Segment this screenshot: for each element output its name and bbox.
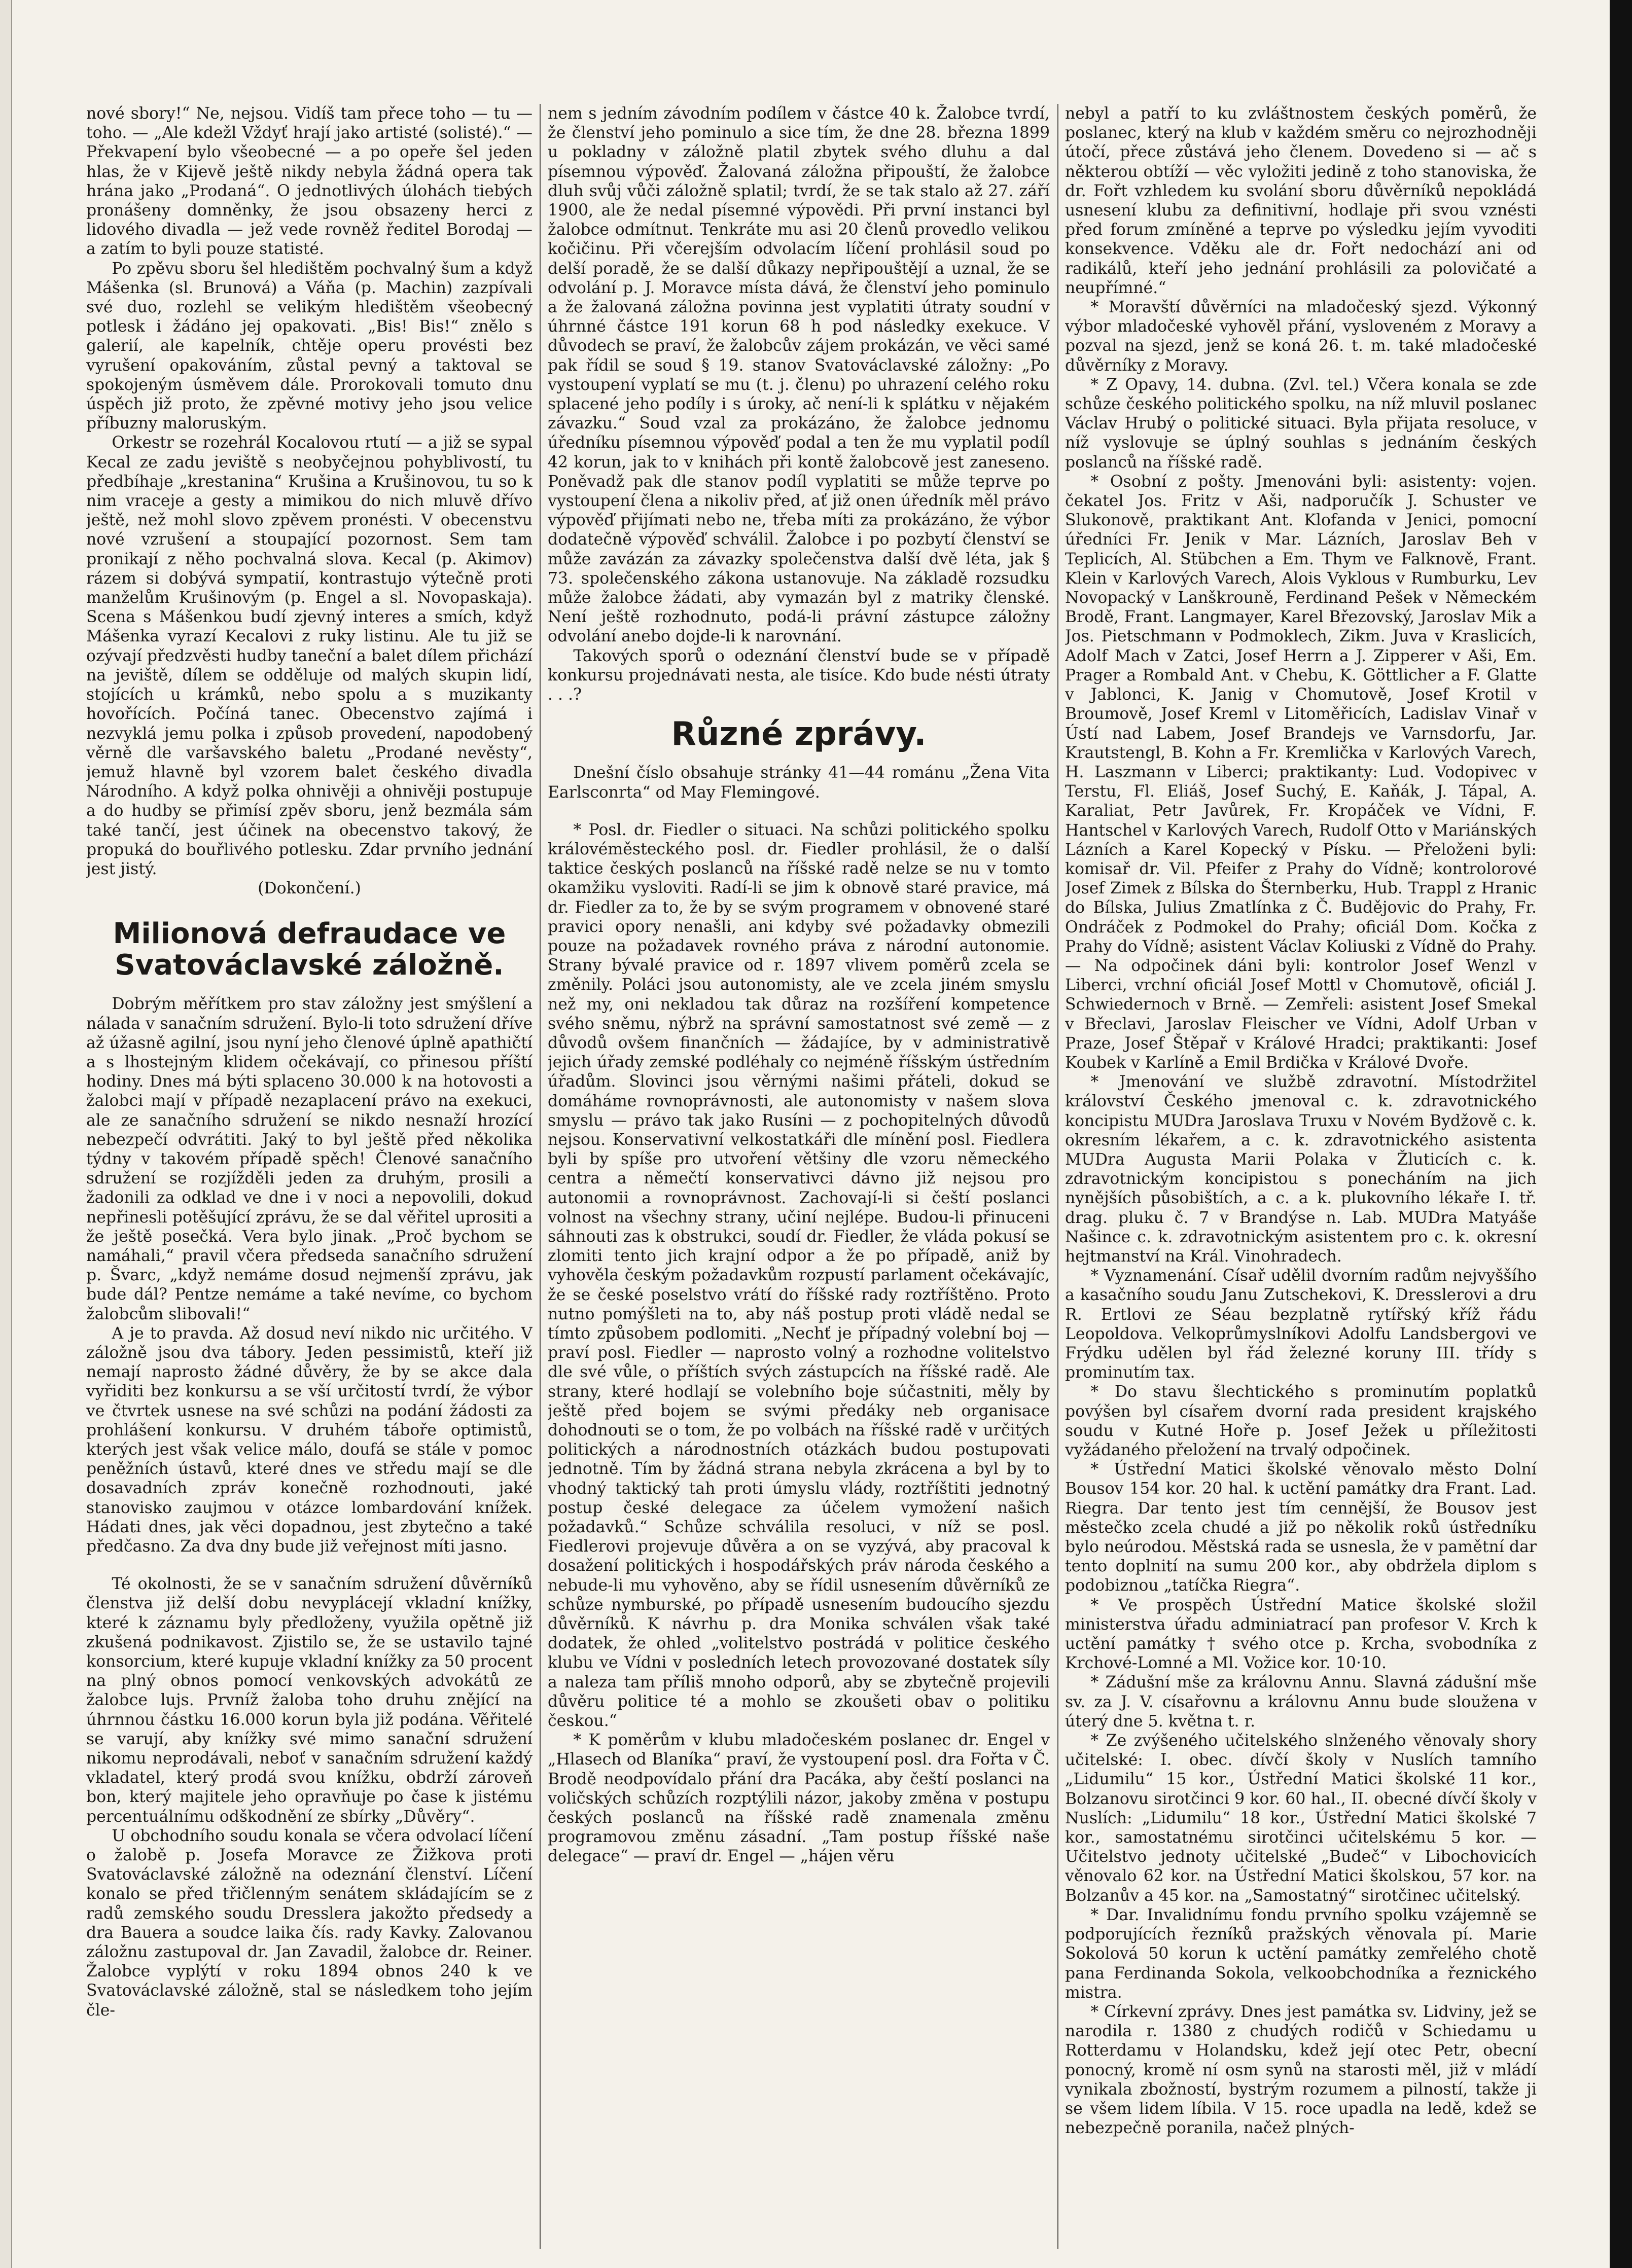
column-rule: [540, 104, 541, 2249]
paragraph: Takových sporů o odeznání členství bude se v případě konkursu projednávati nesta, ale tisíce. Kdo bude nésti útraty . . .?: [548, 646, 1050, 704]
paragraph: * Osobní z pošty. Jmenováni byli: asistenty: vojen. čekatel Jos. Fritz v Aši, nadporučík J. Schuster ve Slukonově, praktikant Ant. Klofanda v Jenici, pomocní úředníci Fr. Jenik v Mar. Lázních, Jaroslav Beh v Teplicích, Al. Stübchen a Em. Thym ve Falknově, Frant. Klein v Karlových Varech, Alois Vyklous v Rumburku, Lev Novopacký v Lanškrouně, Ferdinand Pešek v Německém Brodě, Frant. Langmayer, Karel Březovský, Jaroslav Mik a Jos. Pietschmann v Podmoklech, Zikm. Juva v Kraslicích, Adolf Mach v Zatci, Josef Herrn a J. Zipperer v Aši, Em. Prager a Rombald Ant. v Chebu, K. Göttlicher a F. Glatte v Jablonci, K. Janig v Chomutově, Josef Krotil v Broumově, Josef Kreml v Litoměřicích, Ladislav Vinař v Ústí nad Labem, Josef Brandejs ve Varnsdorfu, Jar. Krautstengl, B. Kohn a Fr. Kremlička v Karlových Varech, H. Laszmann v Liberci; praktikanty: Lud. Vodopivec v Terstu, Fl. Eliáš, Josef Suchý, E. Kaňák, J. Tápal, A. Karaliat, Petr Javůrek, Fr. Kropáček ve Vídni, F. Hantschel v Karlových Varech, Rudolf Otto v Mariánských Lázních a Karel Kopecký v Písku. — Přeloženi byli: komisař dr. Vil. Pfeifer z Prahy do Vídně; kontrolorové Josef Zimek z Bílska do Šternberku, Hub. Trappl z Hranic do Bílska, Julius Zmatlínka z Č. Budějovic do Prahy, Fr. Ondráček z Podmokel do Prahy; oficiál Dom. Kočka z Prahy do Vídně; asistent Václav Koliuski z Vídně do Prahy. — Na odpočinek dáni byli: kontrolor Josef Wenzl v Liberci, vrchní oficiál Josef Mottl v Chomutově, oficiál J. Schwiedernoch v Brně. — Zemřeli: asistent Josef Smekal v Břeclavi, Jaroslav Fleischer ve Vídni, Adolf Urban v Praze, Josef Štěpař v Králové Hradci; praktikanti: Josef Koubek v Karlíně a Emil Brdička v Králové Dvoře.: [1065, 472, 1537, 1072]
column-rule: [1057, 104, 1058, 2249]
paragraph: * Ze zvýšeného učitelského slnženého věnovaly shory učitelské: I. obec. dívčí školy v Nuslích tamního „Lidumilu“ 15 kor., Ústřední Matici školské 11 kor., Bolzanovu sirotčinci 9 kor. 60 hal., II. obecné dívčí školy v Nuslích: „Lidumilu“ 18 kor., Ústřední Matici školské 7 kor., samostatnému sirotčinci učitelskému 5 kor. — Učitelstvo jednoty učitelské „Budeč“ v Libochovicích věnovalo 62 kor. na Ústřední Matici školskou, 57 kor. na Bolzanův a 45 kor. na „Samostatný“ sirotčinec učitelský.: [1065, 1732, 1537, 1905]
paragraph: Orkestr se rozehrál Kocalovou rtutí — a již se sypal Kecal ze zadu jeviště s neobyčejnou pohyblivostí, tu předbíhaje „krestanina“ Krušina a Krušinovou, tu so k nim vraceje a gesty a mimikou do nich mluvě dřívo ještě, než mohl slovo zpěvem pronésti. V obecenstvu nové vzrušení a stoupající pozornost. Sem tam pronikají z něho pochvalná slova. Kecal (p. Akimov) rázem si dobývá sympatií, kontrastujo výtečně proti manželům Krušinovým (p. Engel a sl. Novopaskaja). Scena s Mášenkou budí zjevný interes a smích, když Mášenka vyrazí Kecalovi z ruky listinu. Ale tu již se ozývají předzvěsti hudby taneční a balet dílem přichází na jeviště, dílem se odděluje od malých skupin lidí, stojících u krámků, nebo spolu a s muzikanty hovořících. Počíná tanec. Obecenstvo zajímá i nezvyklá jemu polka i způsob provedení, napodobený věrně dle varšavského baletu „Prodané nevěsty“, jemuž hlavně byl vzorem balet českého divadla Národního. A když polka ohnivěji a ohnivěji postupuje a do hudby se přimísí zpěv sboru, jenž bezmála sám také tančí, jest účinek na obecenstvo takový, že propuká do bouřlivého potlesku. Zdar prvního jednání jest jistý.: [86, 434, 533, 878]
article-headline: Milionová defraudace ve Svatováclavské záložně.: [113, 917, 506, 982]
signoff: (Dokončení.): [258, 879, 361, 898]
paragraph: * Zádušní mše za královnu Annu. Slavná zádušní mše sv. za J. V. císařovnu a královnu Annu bude sloužena v úterý dne 5. května t. r.: [1065, 1673, 1537, 1731]
spacer: [548, 802, 1050, 820]
paragraph: * K poměrům v klubu mladočeském poslanec dr. Engel v „Hlasech od Blaníka“ praví, že vystoupení posl. dra Fořta v Č. Brodě neodpovídalo přání dra Pacáka, aby čeští poslanci na voličských schůzích rozptýlili názor, jakoby změna v postupu českých poslanců na říšské radě znamenala změnu programovou změnu zásadní. „Tam postup říšské naše delegace“ — praví dr. Engel — „hájen věru: [548, 1731, 1050, 1866]
paragraph: Dobrým měřítkem pro stav záložny jest smýšlení a nálada v sanačním sdružení. Bylo-li toto sdružení dříve až úžasně agilní, jsou nyní jeho členové úplně apathičtí a s lhostejným klidem očekávají, co přinesou příští hodiny. Dnes má býti splaceno 30.000 k na hotovosti a žalobci mají v případě nezaplacení právo na exekuci, ale ze sanačního sdružení se nikdo nesnaží hrozící nebezpečí odvrátiti. Jaký to byl ještě před několika týdny v takovém případě spěch! Členové sanačního sdružení se rozjížděli jeden za druhým, prosili a žadonili za odklad ve dne i v noci a nepovolili, dokud nepřinesli potěšující zprávu, že se dal věřitel uprositi a že ještě posečká. Vera bylo jinak. „Proč bychom se namáhali,“ pravil včera předseda sanačního sdružení p. Švarc, „když nemáme dosud nejmenší zprávu, jak bude dál? Pentze nemáme a také nevíme, co bychom žalobcům slibovali!“: [86, 995, 533, 1323]
paragraph: * Dar. Invalidnímu fondu prvního spolku vzájemně se podporujících řezníků pražských věnovala pí. Marie Sokolová 50 korun k uctění památky zemřelého chotě pana Ferdinanda Sokola, velkoobchodníka a řeznického mistra.: [1065, 1905, 1537, 2002]
paragraph: * Z Opavy, 14. dubna. (Zvl. tel.) Včera konala se zde schůze českého politického spolku, na níž mluvil poslanec Václav Hrubý o politické situaci. Byla přijata resoluce, v níž vyslovuje se úplný souhlas s jednáním českých poslanců na říšské radě.: [1065, 375, 1537, 472]
paragraph: nem s jedním závodním podílem v částce 40 k. Žalobce tvrdí, že členství jeho pominulo a sice tím, že dne 28. března 1899 u pokladny v záložně platil zbytek svého dluhu a dal písemnou výpověď. Žalovaná záložna připouští, že žalobce dluh svůj vůči záložně splatil; tvrdí, že se tak stalo až 27. září 1900, ale že nedal písemné výpovědi. Při první instanci byl žalobce odmítnut. Tenkráte mu asi 20 členů provedlo velikou kočičinu. Při včerejším odvolacím líčení prohlásil soud po delší poradě, že se další důkazy nepřipouštějí a uznal, že se odvolání p. J. Moravce místa dává, že členství jeho pominulo a že žalovaná záložna povinna jest vyplatiti útraty soudní v úhrnné částce 191 korun 68 h pod následky exekuce. V důvodech se praví, že žalobcův zájem prokázán, ve věci samé pak řídil se soud § 19. stanov Svatováclavské záložny: „Po vystoupení vyplatí se mu (t. j. členu) po uhrazení celého roku splacené jeho podíly i s úroky, ač není-li k splátku v nějakém závazku.“ Soud vzal za prokázáno, že žalobce jednomu úředníku písemnou výpověď podal a ten že mu vyplatil podíl 42 korun, jak to v knihách při kontě žalobcově jest zaneseno. Poněvadž pak dle stanov podíl vyplatiti se může teprve po vystoupení člena a nikoliv před, ať již onen úředník měl právo výpověď přijímati nebo ne, třeba míti za prokázáno, že výbor dodatečně výpověď schválil. Žalobce i po pozbytí členství se může zavázán za závazky společenstva další dvě léta, jak § 73. společenského zákona ustanovuje. Na základě rozsudku může žalobce žádati, aby vymazán byl z matriky členské. Není ještě rozhodnuto, podá-li právní zástupce záložny odvolání anebo dojde-li k narovnání.: [548, 104, 1050, 646]
paragraph: * Církevní zprávy. Dnes jest památka sv. Lidviny, jež se narodila r. 1380 z chudých rodičů v Schiedamu u Rotterdamu v Holandsku, kdež její otec Petr, obecní ponocný, kromě ní osm synů na starosti měl, již v mládí vynikala zbožností, bystrým rozumem a pilností, takže ji se všem lidem líbila. V 15. roce upadla na ledě, kdež se nebezpečně poranila, načež plných-: [1065, 2002, 1537, 2138]
page-edge-strip: [0, 0, 12, 2268]
paragraph: U obchodního soudu konala se včera odvolací líčení o žalobě p. Josefa Moravce ze Žižkova proti Svatováclavské záložně na odeznání členství. Líčení konalo se před třičlenným senátem skládajícím se z radů zemského soudu Dresslera jakožto předsedy a dra Bauera a soudce laika čís. rady Kavky. Zalovanou záložnu zastupoval dr. Jan Zavadil, žalobce dr. Reiner. Žalobce vyplýtí v roku 1894 obnos 240 k ve Svatováclavské záložně, stal se následkem toho jejím čle-: [86, 1826, 533, 2020]
paragraph: Po zpěvu sboru šel hledištěm pochvalný šum a když Mášenka (sl. Brunová) a Váňa (p. Machin) zazpívali své duo, rozlehl se velikým hledištěm všeobecný potlesk i žádáno jej opakovati. „Bis! Bis!“ znělo s galerií, ale kapelník, chtěje operu provésti bez vyrušení opakováním, zůstal pevný a taktoval se spokojeným úsměvem dále. Prorokovali tomuto dnu úspěch již proto, že zpěvné motivy jeho jsou velice příbuzny maloruským.: [86, 259, 533, 433]
paragraph: * Moravští důvěrníci na mladočeský sjezd. Výkonný výbor mladočeské vyhověl přání, vysloveném z Moravy a pozval na sjezd, jenž se koná 26. t. m. také mladočeské důvěrníky z Moravy.: [1065, 298, 1537, 375]
paragraph: * Posl. dr. Fiedler o situaci. Na schůzi politického spolku královéměsteckého posl. dr. Fiedler prohlásil, že o další taktice českých poslanců na říšské radě nelze se nu v tomto okamžiku vysloviti. Radí-li se jim k obnově staré pravice, má dr. Fiedler za to, že by se svým programem v obnovené staré pravici opory nenašli, ani kdyby své požadavky obmezili pouze na požadavek rovného práva z národní autonomie. Strany bývalé pravice od r. 1897 vlivem poměrů zcela se změnily. Poláci jsou autonomisty, ale ve zcela jiném smyslu než my, oni nekladou tak důraz na rozšíření kompetence svého sněmu, nýbrž na správní samostatnost své země — z důvodů ovšem finančních — žádajíce, by v administrativě jejich úřady zemské podléhaly co nejméně říšským ústředním úřadům. Slovinci jsou věrnými našimi přáteli, dokud se domáháme rovnoprávnosti, ale autonomisty v našem slova smyslu — právo tak jako Rusíni — z pochopitelných důvodů nejsou. Konservativní velkostatkáři dle mínění posl. Fiedlera byli by spíše pro utvoření většiny dle vzoru německého centra a němečtí konservativci dávno již nejsou pro autonomii a rovnoprávnost. Zachovají-li si čeští poslanci volnost na všechny strany, učiní nejlépe. Budou-li přinuceni sáhnouti zas k obstrukci, soudí dr. Fiedler, že vláda pokusí se zlomiti tento jich krajní odpor a že po případě, aniž by vyhověla českým požadavkům rozpustí parlament očekávajíc, že se české poselstvo vrátí do říšské rady roztříštěno. Proto nutno pomýšleti na to, aby náš postup proti vládě nedal se tímto způsobem podlomiti. „Nechť je případný volební boj — praví posl. Fiedler — naprosto volný a rozhodne volitelstvo dle své vůle, o příštích svých zástupcích na říšské radě. Ale strany, které hodlají se volebního boje súčastniti, měly by ještě před bojem se svými předáky neb organisace dohodnouti se o tom, že po volbách na říšské radě v určitých politických a národnostních otázkách budou postupovati jednotně. Tím by žádná strana nebyla zkrácena a byl by to vhodný taktický tah proti úmyslu vlády, roztříštiti jednotný postup české delegace za účelem vymožení našich požadavků.“ Schůze schválila resoluci, v níž se posl. Fiedlerovi projevuje důvěra a on se vyzývá, aby pracoval k dosažení politických i hospodářských práv národa českého a nebude-li mu vyhověno, aby se řídil usnesením důvěrníků ze schůze nymburské, po případě usnesením budoucího sjezdu důvěrníků. K návrhu p. dra Monika schválen však také dodatek, že ohled „volitelstvo postrádá v politice českého klubu ve Vídni v posledních letech provozované dostatek síly a naleza tam příliš mnoho odporů, aby se zbytečně projevili důvěru politice té a mohlo se zkoušeti obav o politiku českou.“: [548, 820, 1050, 1731]
paragraph: A je to pravda. Až dosud neví nikdo nic určitého. V záložně jsou dva tábory. Jeden pessimistů, kteří již nemají naprosto žádné důvěry, že by se akce dala vyřiditi bez konkursu a se vší určitostí tvrdí, že výbor ve čtvrtek usnese na své schůzi na podání žádosti za prohlášení konkursu. V druhém táboře optimistů, kterých jest však velice málo, doufá se stále v pomoc peněžních ústavů, které dnes ve středu mají se dle dosavadních zpráv konečně rozhodnouti, jaké stanovisko zaujmou v otázce lombardování knížek. Hádati dnes, jak věci dopadnou, jest zbytečno a také předčasno. Za dva dny bude již veřejnost míti jasno.: [86, 1324, 533, 1556]
paragraph: nebyl a patří to ku zvláštnostem českých poměrů, že poslanec, který na klub v každém směru co nejrozhodněji útočí, přece zůstává jeho členem. Dovedeno si — ač s některou obtíží — věc vyložiti jedině z toho stanoviska, že dr. Fořt vzhledem ku svolání sboru důvěrníků nepokládá usnesení klubu za definitivní, hodlaje při svou vznésti před forum zmíněné a teprve po výsledku jejím vyvoditi konsekvence. Vděku ale dr. Fořt nedochází ani od radikálů, kteří jeho jednání prohlásili za polovičaté a neupřímné.“: [1065, 104, 1537, 297]
paragraph: * Jmenování ve službě zdravotní. Místodržitel království Českého jmenoval c. k. zdravotnického koncipistu MUDra Jaroslava Truxu v Novém Bydžově c. k. okresním lékařem, a c. k. zdravotnického asistenta MUDra Augusta Marii Polaka v Žluticích c. k. zdravotnickým koncipistou s ponecháním na jich nynějších působištích, a c. a k. plukovního lékaře I. tř. drag. pluku č. 7 v Brandýse n. Lab. MUDra Matyáše Našince c. k. zdravotnickým asistentem pro c. k. okresní hejtmanství na Král. Vinohradech.: [1065, 1073, 1537, 1266]
column-2: [548, 104, 1050, 2249]
spacer: [86, 1556, 533, 1574]
paragraph: * Vyznamenání. Císař udělil dvorním radům nejvyššího a kasačního soudu Janu Zutschekovi, K. Dresslerovi a dru R. Ertlovi ze Séau bezplatně rytířský kříž řádu Leopoldova. Velkoprůmyslníkovi Adolfu Landsbergovi ve Frýdku udělen byl řád železné koruny III. třídy s prominutím tax.: [1065, 1267, 1537, 1382]
paragraph: * Ve prospěch Ústřední Matice školské složil ministerstva úřadu adminiatrací pan profesor V. Krch k uctění památky † svého otce p. Krcha, svobodníka z Krchové-Lomné a Ml. Vožice kor. 10·10.: [1065, 1596, 1537, 1673]
column-1: [86, 104, 533, 2249]
section-headline: Různé zprávy.: [671, 715, 927, 753]
paragraph: * Ústřední Matici školské věnovalo město Dolní Bousov 154 kor. 20 hal. k uctění památky dra Frant. Lad. Riegra. Dar tento jest tím cennější, že Bousov jest městečko zcela chudé a již po několik roků ústředníku bylo neúrodou. Městská rada se usnesla, že v pamětní dar tento doplnití na sumu 200 kor., aby obdržela diplom s podobiznou „tatíčka Riegra“.: [1065, 1460, 1537, 1595]
intro: Dnešní číslo obsahuje stránky 41—44 románu „Žena Vita Earlsconrta“ od May Flemingové.: [548, 764, 1050, 802]
column-3: [1065, 104, 1537, 2249]
scan-border: [1610, 0, 1632, 2268]
paragraph: nové sbory!“ Ne, nejsou. Vidíš tam přece toho — tu — toho. — „Ale kdežl Vždyť hrají jako artisté (solisté).“ — Překvapení bylo všeobecné — a po opeře šel jeden hlas, že v Kijevě ještě nikdy nebyla žádná opera tak hrána jako „Prodaná“. O jednotlivých úlohách tiebých pronášeny domněnky, že jsou obsazeny herci z lidového divadla — jež vede rovněž ředitel Borodaj — a zatím to byli pouze statisté.: [86, 104, 533, 259]
paragraph: Té okolnosti, že se v sanačním sdružení důvěrníků členstva již delší dobu nevyplácejí vkladní knížky, které k záznamu byly předloženy, využila opětně již zkušená podnikavost. Zjistilo se, že se ustavilo tajné konsorcium, které kupuje vkladní knížky za 50 procent na plný obnos pomocí venkovských advokátů ze žalobce lujs. Prvníž žaloba toho druhu znějící na úhrnnou částku 16.000 korun byla již podána. Věřitelé se varují, aby knížky své mimo sanační sdružení nikomu neprodávali, neboť v sanačním sdružení každý vkladatel, který prodá svou knížku, obdrží zároveň bon, který majitele jeho opravňuje po čase k jistému percentuálnímu odškodnění ze sbírky „Důvěry“.: [86, 1575, 533, 1826]
paragraph: * Do stavu šlechtického s prominutím poplatků povýšen byl císařem dvorní rada president krajského soudu v Kutné Hoře p. Josef Ježek u příležitosti vyžádaného přeložení na trvalý odpočinek.: [1065, 1383, 1537, 1460]
